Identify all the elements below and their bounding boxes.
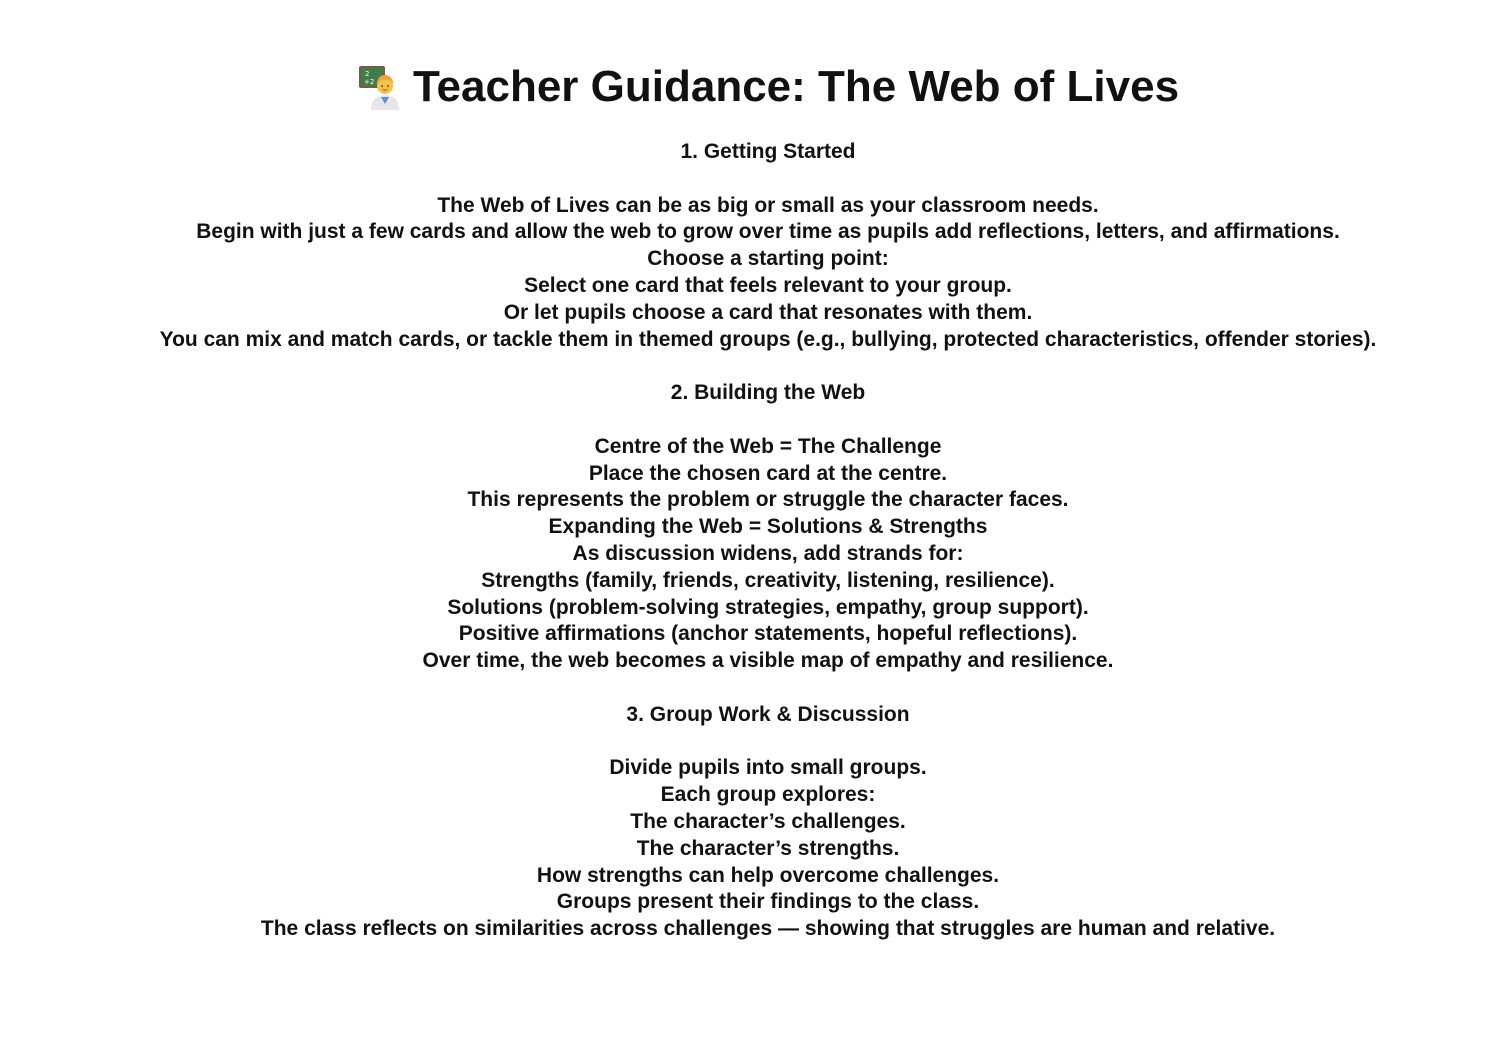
section-line: The Web of Lives can be as big or small as your classroom needs. [437,193,1099,217]
spacer [0,353,1500,380]
section-line: Each group explores: [660,783,876,807]
guidance-content [0,139,1500,943]
section-line: The class reflects on similarities across challenges — showing that struggles are human and relative. [260,917,1276,941]
section-line: Place the chosen card at the centre. [588,461,948,485]
section-line: Solutions (problem-solving strategies, empathy, group support). [447,595,1089,619]
section-line: The character’s challenges. [630,809,906,833]
section-line: Expanding the Web = Solutions & Strengths [548,515,988,539]
section-heading-building-the-web: 2. Building the Web [670,381,866,405]
section-line: Select one card that feels relevant to your group. [524,273,1012,297]
section-line: Choose a starting point: [647,247,889,271]
section-line: Centre of the Web = The Challenge [594,434,942,458]
section-line: You can mix and match cards, or tackle them in themed groups (e.g., bullying, protected characteristics, offender stories). [159,327,1377,351]
section-heading-getting-started: 1. Getting Started [680,140,856,163]
section-heading-group-work: 3. Group Work & Discussion [626,702,910,726]
section-line: Or let pupils choose a card that resonates with them. [503,300,1033,324]
section-line: Groups present their findings to the class. [556,890,980,914]
teacher-icon [357,64,403,110]
section-line: Positive affirmations (anchor statements, hopeful reflections). [458,622,1078,646]
svg-text:+2: +2 [363,78,375,86]
spacer [0,729,1500,756]
section-line: Strengths (family, friends, creativity, listening, resilience). [481,568,1055,592]
section-line: Begin with just a few cards and allow the web to grow over time as pupils add reflections, letters, and affirmations. [196,220,1340,244]
spacer [0,407,1500,434]
section-line: As discussion widens, add strands for: [572,541,964,565]
section-line: Divide pupils into small groups. [609,756,927,780]
spacer [0,166,1500,193]
section-line: How strengths can help overcome challenges. [536,863,1000,887]
section-line: This represents the problem or struggle the character faces. [467,488,1069,512]
svg-text:2: 2 [364,70,370,78]
title-row [0,60,1500,114]
section-line: Over time, the web becomes a visible map of empathy and resilience. [422,649,1114,673]
spacer [0,675,1500,702]
section-line: The character’s strengths. [636,836,900,860]
page-title: Teacher Guidance: The Web of Lives [412,62,1180,111]
